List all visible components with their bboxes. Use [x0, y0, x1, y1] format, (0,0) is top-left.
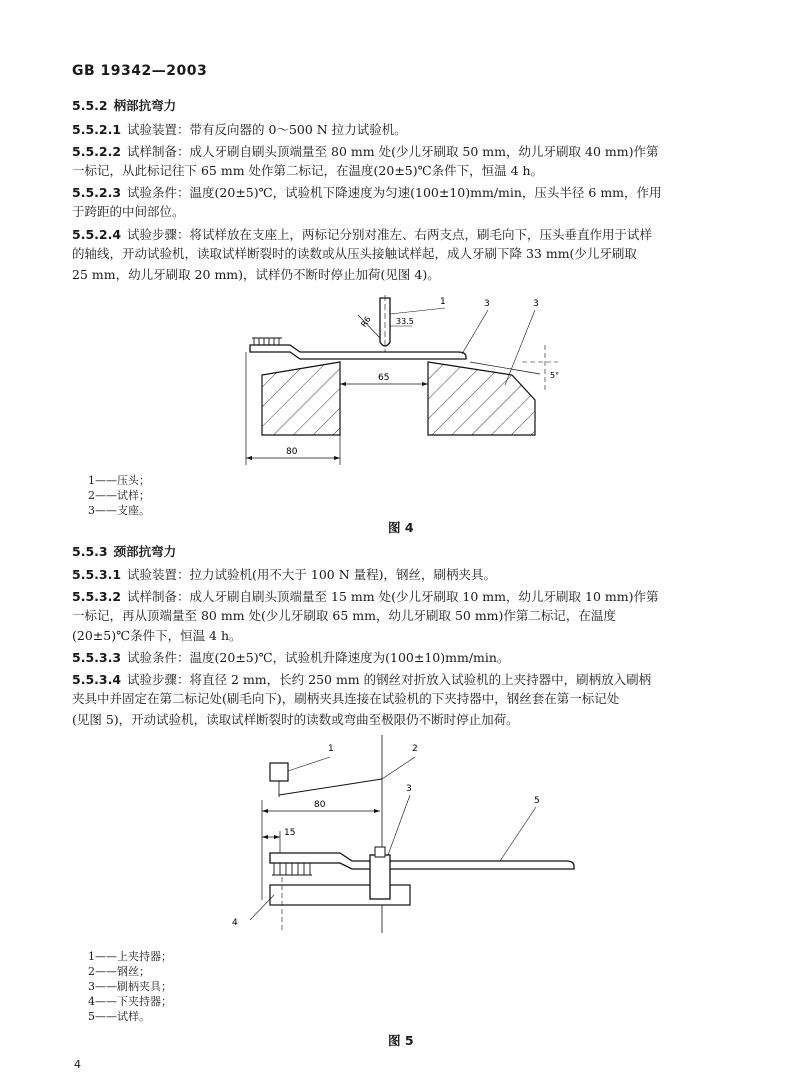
page-number: 4	[74, 1058, 81, 1071]
steel-wire	[279, 779, 382, 795]
handle-clamp	[370, 855, 390, 899]
para-5-5-2-4-cont1: 的轴线，开动试验机，读取试样断裂时的读数或从压头接触试样起，成人牙刷下降 33 mm(少儿牙刷取	[72, 246, 637, 261]
section-5-5-2-title	[72, 97, 732, 115]
para-5-5-2-3-cont: 于跨距的中间部位。	[72, 204, 185, 219]
clause-text: 试验步骤：将直径 2 mm，长约 250 mm 的钢丝对折放入试验机的上夹持器中，刷柄放入刷柄	[127, 672, 652, 687]
standard-number: GB 19342—2003	[72, 63, 208, 79]
para-5-5-3-4	[72, 671, 732, 689]
section-5-5-3-title	[72, 543, 732, 561]
clause-number: 5.5.2.3	[72, 185, 122, 200]
support-block	[262, 362, 340, 435]
dim-15: 15	[284, 828, 296, 838]
callout-2: 3	[484, 299, 490, 309]
clause-text: 试验条件：温度(20±5)℃，试验机下降速度为匀速(100±10)mm/min，压头半径 6 mm，作用	[127, 185, 662, 200]
callout-4: 4	[232, 918, 238, 928]
para-5-5-3-2-cont1: 一标记，再从顶端量至 80 mm 处(少儿牙刷取 65 mm，幼儿牙刷取 50 mm)作第二标记，在温度	[72, 608, 616, 623]
fig5-key-1: 1——上夹持器；	[88, 950, 172, 963]
specimen-brush	[250, 345, 466, 359]
para-5-5-2-2	[72, 143, 732, 161]
clause-number: 5.5.2.1	[72, 122, 122, 137]
fig4-key-3: 3——支座。	[88, 504, 150, 517]
para-5-5-3-4-cont2: (见图 5)，开动试验机，读取试样断裂时的读数或弯曲至极限仍不断时停止加荷。	[72, 712, 519, 727]
callout-2: 2	[412, 744, 418, 754]
para-5-5-3-1	[72, 566, 732, 584]
clause-number: 5.5.2.4	[72, 227, 122, 242]
clause-text: 试验装置：带有反向器的 0～500 N 拉力试验机。	[127, 122, 407, 137]
dim-radius: R6	[359, 314, 373, 329]
para-5-5-2-4	[72, 226, 732, 244]
fig5-key-3: 3——刷柄夹具；	[88, 980, 172, 993]
clause-number: 5.5.3.2	[72, 589, 122, 604]
fig4-key-2: 2——试样；	[88, 489, 150, 502]
section-title: 颈部抗弯力	[113, 544, 177, 559]
para-5-5-3-3	[72, 649, 732, 667]
fig5-key-2: 2——钢丝；	[88, 965, 150, 978]
support-block	[428, 362, 535, 435]
fig5-key-5: 5——试样。	[88, 1010, 150, 1023]
clause-text: 试样制备：成人牙刷自刷头顶端量至 80 mm 处(少儿牙刷取 50 mm，幼儿牙刷取 40 mm)作第	[127, 144, 659, 159]
para-5-5-2-2-cont: 一标记，从此标记往下 65 mm 处作第二标记，在温度(20±5)℃条件下，恒温 4 h。	[72, 163, 544, 178]
para-5-5-2-3	[72, 184, 732, 202]
dim-base: 80	[286, 447, 298, 457]
clause-number: 5.5.3.4	[72, 672, 122, 687]
fig5-key-4: 4——下夹持器；	[88, 995, 172, 1008]
callout-5: 5	[534, 796, 540, 806]
clause-number: 5.5.3.3	[72, 650, 122, 665]
specimen-brush	[270, 853, 574, 869]
para-5-5-2-4-cont2: 25 mm，幼儿牙刷取 20 mm)，试样仍不断时停止加荷(见图 4)。	[72, 267, 440, 282]
clause-text: 试验条件：温度(20±5)℃，试验机升降速度为(100±10)mm/min。	[127, 650, 510, 665]
callout-3: 3	[533, 299, 539, 309]
figure-5-diagram	[230, 735, 590, 935]
figure-5-caption: 图 5	[388, 1033, 414, 1048]
dim-80: 80	[314, 800, 326, 810]
callout-1: 1	[440, 297, 446, 307]
clause-number: 5.5.2.2	[72, 144, 122, 159]
section-number: 5.5.2	[72, 98, 108, 113]
callout-1: 1	[328, 744, 334, 754]
figure-4-diagram	[240, 290, 580, 470]
dim-angle: 5°	[550, 371, 560, 380]
fig4-key-1: 1——压头；	[88, 474, 150, 487]
para-5-5-2-1	[72, 121, 732, 139]
clause-text: 试验步骤：将试样放在支座上，两标记分别对准左、右两支点，刷毛向下，压头垂直作用于试样	[127, 227, 653, 242]
clause-text: 试样制备：成人牙刷自刷头顶端量至 15 mm 处(少儿牙刷取 10 mm，幼儿牙刷取 10 mm)作第	[127, 589, 659, 604]
section-title: 柄部抗弯力	[113, 98, 177, 113]
clause-number: 5.5.3.1	[72, 567, 122, 582]
dim-span: 65	[378, 373, 390, 383]
callout-3: 3	[406, 784, 412, 794]
clause-text: 试验装置：拉力试验机(用不大于 100 N 量程)，钢丝，刷柄夹具。	[127, 567, 497, 582]
para-5-5-3-4-cont1: 夹具中并固定在第二标记处(刷毛向下)，刷柄夹具连接在试验机的下夹持器中，钢丝套在第一标记处	[72, 691, 620, 706]
para-5-5-3-2	[72, 588, 732, 606]
figure-4-caption: 图 4	[388, 520, 414, 535]
para-5-5-3-2-cont2: (20±5)℃条件下，恒温 4 h。	[72, 628, 242, 643]
upper-clamp	[270, 763, 288, 781]
section-number: 5.5.3	[72, 544, 108, 559]
dim-height: 33.5	[396, 317, 414, 326]
